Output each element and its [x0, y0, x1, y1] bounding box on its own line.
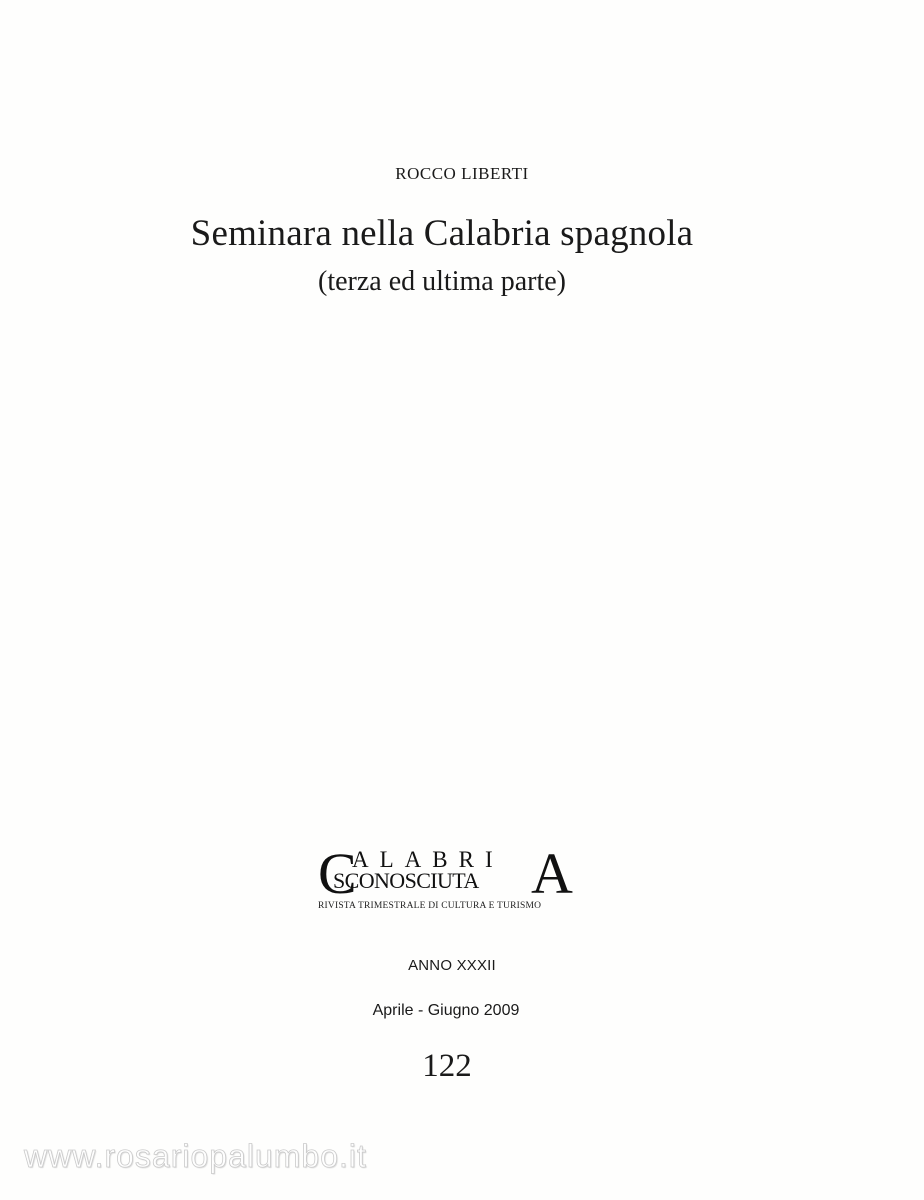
masthead-tagline: RIVISTA TRIMESTRALE DI CULTURA E TURISMO: [318, 901, 542, 911]
author-name: ROCCO LIBERTI: [395, 164, 529, 183]
article-title: Seminara nella Calabria spagnola: [190, 213, 694, 254]
masthead-top-line: ALABRI: [352, 847, 504, 872]
volume-year: ANNO XXXII: [408, 957, 496, 974]
journal-masthead-logo: [318, 841, 578, 915]
masthead-bottom-line: SCONOSCIUTA: [333, 868, 479, 893]
watermark-text: www.rosariopalumbo.it: [24, 1138, 367, 1174]
issue-period: Aprile - Giugno 2009: [372, 1002, 520, 1019]
article-subtitle: (terza ed ultima parte): [318, 266, 566, 297]
masthead-big-a: A: [531, 841, 573, 906]
issue-number: 122: [422, 1048, 472, 1084]
masthead-big-c: C: [318, 841, 357, 906]
